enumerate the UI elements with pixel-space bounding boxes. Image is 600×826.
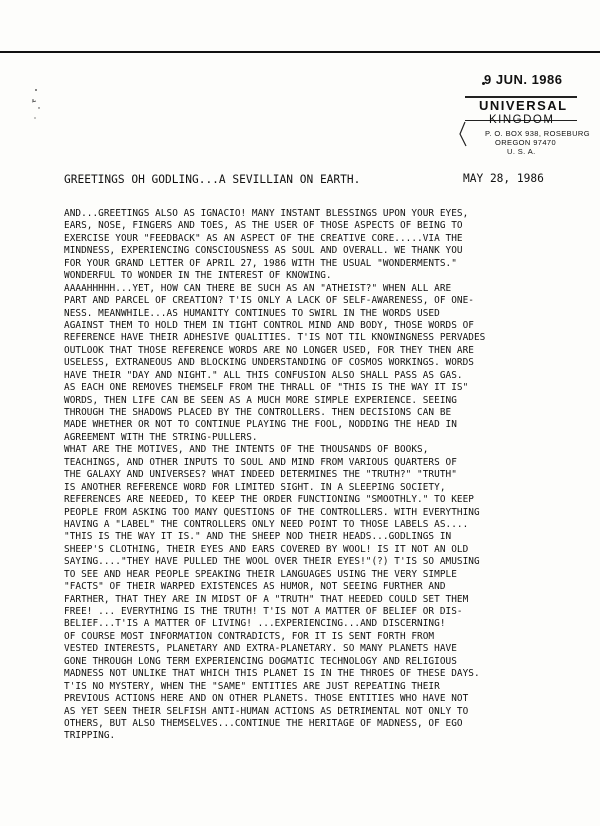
body-line: WONDERFUL TO WONDER IN THE INTEREST OF KNOWING. <box>64 270 332 282</box>
body-line: SHEEP'S CLOTHING, THEIR EYES AND EARS COVERED BY WOOL! IS IT NOT AN OLD <box>64 543 469 555</box>
letter-date: MAY 28, 1986 <box>463 172 544 185</box>
body-line: EXERCISE YOUR "FEEDBACK" AS AN ASPECT OF THE CREATIVE CORE.....VIA THE <box>64 232 463 244</box>
letterhead-country: U. S. A. <box>507 147 536 156</box>
body-line: SAYING...."THEY HAVE PULLED THE WOOL OVER THEIR EYES!"(?) T'IS SO AMUSING <box>64 556 480 568</box>
body-line: EARS, NOSE, FINGERS AND TOES, AS THE USER OF THOSE ASPECTS OF BEING TO <box>64 220 463 232</box>
body-line: WHAT ARE THE MOTIVES, AND THE INTENTS OF THE THOUSANDS OF BOOKS, <box>64 444 429 456</box>
body-line: OTHERS, BUT ALSO THEMSELVES...CONTINUE THE HERITAGE OF MADNESS, OF EGO <box>64 717 463 729</box>
body-line: PART AND PARCEL OF CREATION? T'IS ONLY A LACK OF SELF-AWARENESS, OF ONE- <box>64 295 474 307</box>
body-line: AGAINST THEM TO HOLD THEM IN TIGHT CONTROL MIND AND BODY, THOSE WORDS OF <box>64 319 474 331</box>
letterhead-kingdom: KINGDOM <box>489 114 555 126</box>
body-line: REFERENCES ARE NEEDED, TO KEEP THE ORDER FUNCTIONING "SMOOTHLY." TO KEEP <box>64 494 474 506</box>
body-line: VESTED INTERESTS, PLANETARY AND EXTRA-PLANETARY. SO MANY PLANETS HAVE <box>64 643 457 655</box>
body-line: MINDNESS, EXPERIENCING CONSCIOUSNESS AS SOUL AND OVERALL. WE THANK YOU <box>64 245 463 257</box>
body-line: AND...GREETINGS ALSO AS IGNACIO! MANY INSTANT BLESSINGS UPON YOUR EYES, <box>64 208 469 219</box>
body-line: MADE WHETHER OR NOT TO CONTINUE PLAYING THE FOOL, NODDING THE HEAD IN <box>64 419 457 431</box>
top-rule <box>0 51 600 53</box>
body-line: HAVE THEIR "DAY AND NIGHT." ALL THIS CONFUSION ALSO SHALL PASS AS GAS. <box>64 369 463 381</box>
body-line: OF COURSE MOST INFORMATION CONTRADICTS, FOR IT IS SENT FORTH FROM <box>64 630 435 642</box>
body-line: OUTLOOK THAT THOSE REFERENCE WORDS ARE NO LONGER USED, FOR THEY THEN ARE <box>64 344 474 356</box>
body-line: REFERENCE HAVE THEIR ADHESIVE QUALITIES. T'IS NOT TIL KNOWINGNESS PERVADES <box>64 332 486 344</box>
body-line: T'IS NO MYSTERY, WHEN THE "SAME" ENTITIES ARE JUST REPEATING THEIR <box>64 680 440 692</box>
body-line: TO SEE AND HEAR PEOPLE SPEAKING THEIR LANGUAGES USING THE VERY SIMPLE <box>64 568 457 580</box>
letterhead-name: UNIVERSAL <box>479 98 568 113</box>
body-line: IS ANOTHER REFERENCE WORD FOR LIMITED SIGHT. IN A SLEEPING SOCIETY, <box>64 481 446 493</box>
body-line: TRIPPING. <box>64 730 116 742</box>
salutation: GREETINGS OH GODLING...A SEVILLIAN ON EARTH. <box>64 173 361 186</box>
letterhead-address-line1: P. O. BOX 938, ROSEBURG <box>485 129 590 138</box>
body-line: FOR YOUR GRAND LETTER OF APRIL 27, 1986 WITH THE USUAL "WONDERMENTS." <box>64 257 457 269</box>
body-line: THE GALAXY AND UNIVERSES? WHAT INDEED DETERMINES THE "TRUTH?" "TRUTH" <box>64 469 457 481</box>
body-line: HAVING A "LABEL" THE CONTROLLERS ONLY NEED POINT TO THOSE LABELS AS.... <box>64 518 469 530</box>
body-line: AAAAHHHHH...YET, HOW CAN THERE BE SUCH AS AN "ATHEIST?" WHEN ALL ARE <box>64 282 452 294</box>
letter-body <box>64 208 594 743</box>
body-line: THROUGH THE SHADOWS PLACED BY THE CONTROLLERS. THEN DECISIONS CAN BE <box>64 407 452 418</box>
body-line: NESS. MEANWHILE...AS HUMANITY CONTINUES TO SWIRL IN THE WORDS USED <box>64 307 440 319</box>
specks-mark <box>30 86 50 126</box>
body-line: AS EACH ONE REMOVES THEMSELF FROM THE THRALL OF "THIS IS THE WAY IT IS" <box>64 382 469 394</box>
body-line: USELESS, EXTRANEOUS AND BLOCKING UNDERSTANDING OF COSMOS WORKINGS. WORDS <box>64 357 474 369</box>
body-line: TEACHINGS, AND OTHER INPUTS TO SOUL AND MIND FROM VARIOUS QUARTERS OF <box>64 456 457 468</box>
body-line: AS YET SEEN THEIR SELFISH ANTI-HUMAN ACTIONS AS DETRIMENTAL NOT ONLY TO <box>64 705 469 717</box>
body-line: PEOPLE FROM ASKING TOO MANY QUESTIONS OF THE CONTROLLERS. WITH EVERYTHING <box>64 506 480 518</box>
letterhead-mark-icon <box>455 120 469 150</box>
letterhead <box>455 92 595 162</box>
body-line: WORDS, THEN LIFE CAN BE SEEN AS A MUCH MORE SIMPLE EXPERIENCE. SEEING <box>64 394 457 406</box>
letterhead-address-line2: OREGON 97470 <box>495 138 557 147</box>
body-line: GONE THROUGH LONG TERM EXPERIENCING DOGMATIC TECHNOLOGY AND RELIGIOUS <box>64 655 457 667</box>
received-date-stamp: 9 JUN. 1986 <box>484 72 563 87</box>
body-line: "THIS IS THE WAY IT IS." AND THE SHEEP NOD THEIR HEADS...GODLINGS IN <box>64 531 452 543</box>
body-line: "FACTS" OF THEIR WARPED EXISTENCES AS HUMOR, NOT SEEING FURTHER AND <box>64 581 446 593</box>
body-line: BELIEF...T'IS A MATTER OF LIVING! ...EXPERIENCING...AND DISCERNING! <box>64 618 446 630</box>
body-line: AGREEMENT WITH THE STRING-PULLERS. <box>64 431 258 443</box>
body-line: PREVIOUS ACTIONS HERE AND ON OTHER PLANETS. THOSE ENTITIES WHO HAVE NOT <box>64 693 469 705</box>
body-line: FREE! ... EVERYTHING IS THE TRUTH! T'IS NOT A MATTER OF BELIEF OR DIS- <box>64 606 463 617</box>
body-line: MADNESS NOT UNLIKE THAT WHICH THIS PLANET IS IN THE THROES OF THESE DAYS. <box>64 668 480 680</box>
body-line: FARTHER, THAT THEY ARE IN MIDST OF A "TRUTH" THAT HEEDED COULD SET THEM <box>64 593 469 605</box>
